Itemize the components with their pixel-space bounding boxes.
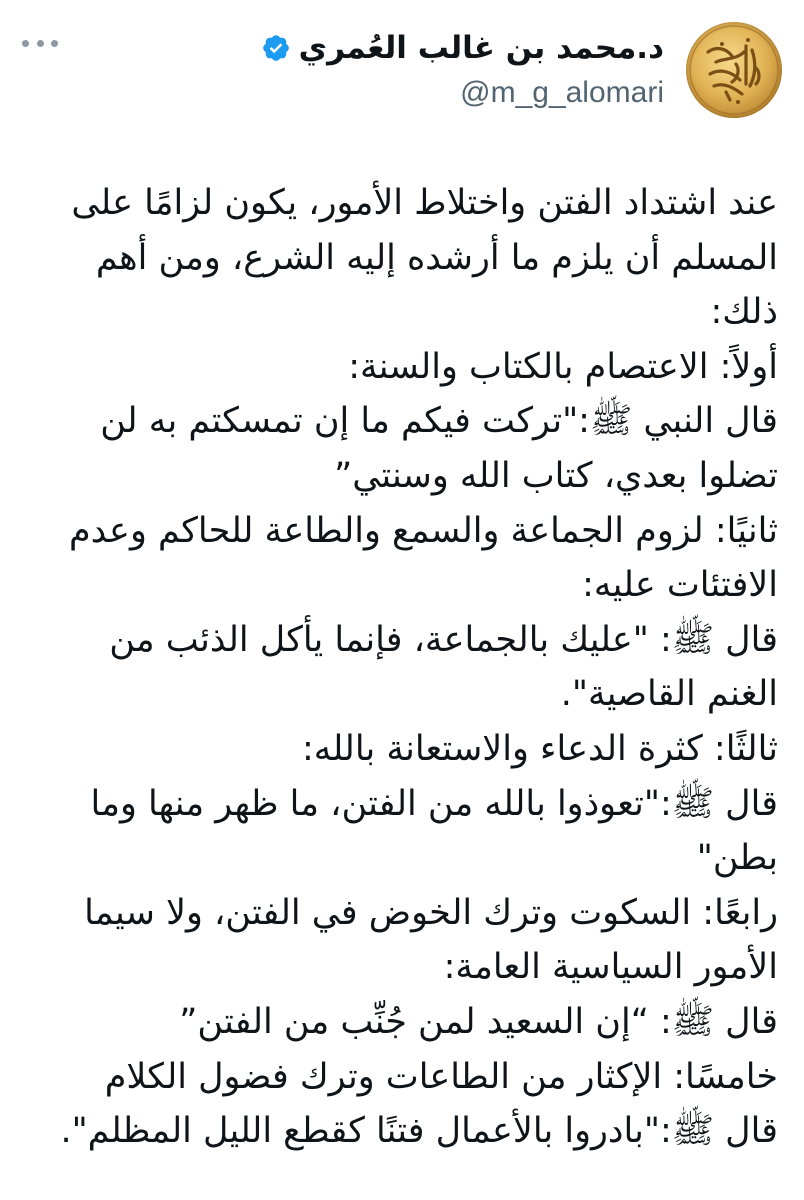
verified-badge-icon — [261, 33, 291, 63]
dot — [22, 40, 29, 47]
display-name[interactable]: د.محمد بن غالب العُمري — [298, 30, 664, 66]
author-handle[interactable]: @m_g_alomari — [460, 76, 664, 109]
tweet-text-line: ثانيًا: لزوم الجماعة والسمع والطاعة للحاكم وعدم — [69, 510, 778, 551]
tweet-text-line: تضلوا بعدي، كتاب الله وسنتي” — [334, 455, 778, 496]
more-options-icon[interactable] — [22, 36, 58, 50]
tweet-text-line: عند اشتداد الفتن واختلاط الأمور، يكون لزامًا على — [71, 183, 778, 223]
tweet-text-line: قال النبي ﷺ:"تركت فيكم ما إن تمسكتم به لن — [100, 401, 778, 442]
tweet-text-line: ثالثًا: كثرة الدعاء والاستعانة بالله: — [302, 728, 778, 769]
display-name-row — [261, 24, 664, 72]
tweet-text-line: بطن" — [696, 838, 778, 879]
tweet-text-line: أولاً: الاعتصام بالكتاب والسنة: — [348, 346, 778, 387]
tweet-text — [30, 176, 778, 1159]
calligraphy-logo — [686, 22, 782, 118]
dot — [51, 40, 58, 47]
tweet-text-line: رابعًا: السكوت وترك الخوض في الفتن، ولا سيما — [84, 892, 778, 933]
tweet-text-line: خامسًا: الإكثار من الطاعات وترك فضول الكلام — [104, 1056, 778, 1097]
tweet-text-line: ذلك: — [710, 292, 778, 333]
author-names — [261, 24, 664, 110]
tweet-text-line: قال ﷺ:"بادروا بالأعمال فتنًا كقطع الليل المظلم". — [60, 1111, 778, 1152]
dot — [37, 40, 44, 47]
tweet-text-line: الغنم القاصية". — [560, 674, 778, 715]
avatar[interactable] — [686, 22, 782, 118]
tweet-header — [22, 22, 782, 122]
tweet-text-line: قال ﷺ: "عليك بالجماعة، فإنما يأكل الذئب من — [109, 619, 778, 660]
tweet-text-line: قال ﷺ: “إن السعيد لمن جُنِّب من الفتن” — [179, 1001, 778, 1042]
tweet-text-line: الأمور السياسية العامة: — [443, 947, 778, 988]
tweet-text-line: الافتئات عليه: — [582, 565, 778, 606]
tweet-text-line: قال ﷺ:"تعوذوا بالله من الفتن، ما ظهر منها وما — [90, 783, 778, 824]
tweet-text-line: المسلم أن يلزم ما أرشده إليه الشرع، ومن أهم — [95, 237, 778, 278]
